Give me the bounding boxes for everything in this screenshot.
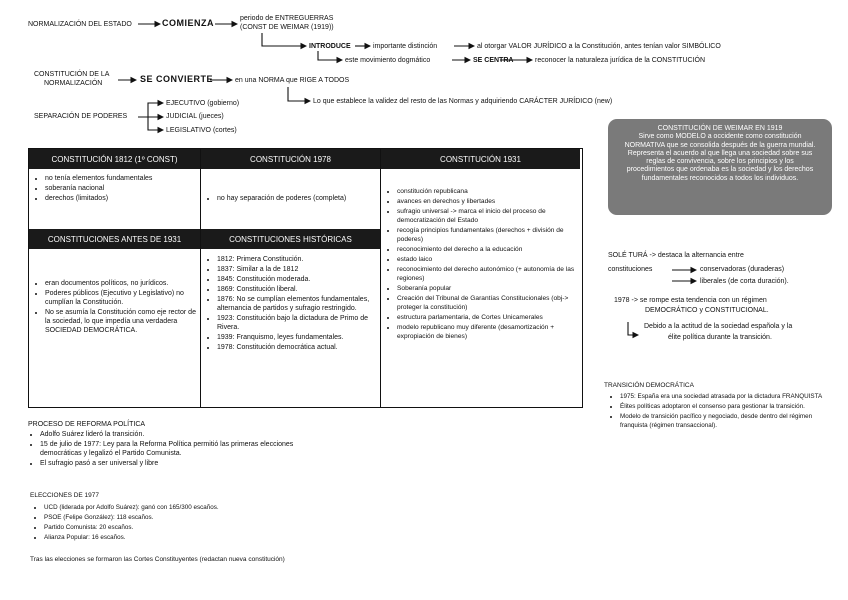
list-item: • sufragio universal -> marca el inicio del proceso de democratización del Estado (397, 207, 578, 225)
list-item: • no hay separación de poderes (completa) (217, 194, 378, 203)
poder-judicial: JUDICIAL (jueces) (166, 113, 224, 120)
poder-ejecutivo: EJECUTIVO (gobierno) (166, 100, 240, 107)
separacion-label: SEPARACIÓN DE PODERES (34, 113, 128, 120)
r1978-line-2: DEMOCRÁTICO y CONSTITUCIONAL. (645, 307, 769, 314)
validez-text: Lo que establece la validez del resto de las Normas y adquiriendo CARÁCTER JURÍDICO (new) (313, 98, 613, 105)
list-item: • estado laico (397, 255, 578, 264)
periodo-line-1: periodo de ENTREGUERRAS (240, 15, 334, 22)
list-item: • 1869: Constitución liberal. (217, 285, 378, 294)
list-item: • 1845: Constitución moderada. (217, 275, 378, 284)
poder-legislativo: LEGISLATIVO (cortes) (166, 127, 237, 134)
list-item: • 15 de julio de 1977: Ley para la Reforma Política permitió las primeras elecciones democráticas y legalizó el Partido Comunista. (40, 440, 316, 458)
transicion-title: TRANSICIÓN DEMOCRÁTICA (604, 382, 694, 389)
list-item: • modelo republicano muy diferente (desamortización + expropiación de bienes) (397, 323, 578, 341)
list-item: • 1812: Primera Constitución. (217, 255, 378, 264)
list-item: • eran documentos políticos, no jurídicos. (45, 279, 198, 288)
weimar-line: Representa el acuerdo al que llega una sociedad sobre sus (627, 149, 813, 157)
weimar-title: CONSTITUCIÓN DE WEIMAR EN 1919 (657, 125, 783, 132)
constituciones-table (28, 148, 583, 408)
list-item: • reconocimiento del derecho autonómico (+ autonomía de las regiones) (397, 265, 578, 283)
list-item: • Élites políticas adoptaron el consenso para gestionar la transición. (620, 402, 836, 411)
weimar-line: Sirve como MODELO a occidente como constitución (638, 133, 802, 141)
list-item: • no tenía elementos fundamentales (45, 174, 198, 183)
list-item: • PSOE (Felipe González): 118 escaños. (44, 513, 330, 522)
list-item: • Soberanía popular (397, 284, 578, 293)
list-item: • Modelo de transición pacífico y negociado, desde dentro del régimen franquista (régimen transaccional). (620, 412, 836, 430)
header-1812: CONSTITUCIÓN 1812 (1º CONST) (29, 149, 200, 169)
list-item: • 1876: No se cumplían elementos fundamentales, alternancia de partidos y sufragio restringido. (217, 295, 378, 313)
list-item: • Creación del Tribunal de Garantías Constitucionales (obj-> proteger la constitución) (397, 294, 578, 312)
list-item: • 1978: Constitución democrática actual. (217, 343, 378, 352)
list-1978 (203, 194, 378, 204)
periodo-line-2: (CONST DE WEIMAR (1919)) (240, 24, 334, 31)
proceso-title: PROCESO DE REFORMA POLÍTICA (28, 421, 146, 428)
elecciones-list (30, 503, 330, 543)
liberales-text: liberales (de corta duración). (700, 278, 789, 285)
dogmatico-text: este movimiento dogmático (345, 57, 431, 64)
constitucion-label-2: NORMALIZACIÓN (44, 80, 103, 87)
reconocer-text: reconocer la naturaleza jurídica de la CONSTITUCIÓN (535, 57, 706, 64)
list-item: • Partido Comunista: 20 escaños. (44, 523, 330, 532)
list-item: • reconocimiento del derecho a la educación (397, 245, 578, 254)
list-item: • recogía principios fundamentales (derechos + división de poderes) (397, 226, 578, 244)
list-item: • 1923: Constitución bajo la dictadura de Primo de Rivera. (217, 314, 378, 332)
conservadoras-text: conservadoras (duraderas) (700, 266, 785, 273)
list-item: • 1939: Franquismo, leyes fundamentales. (217, 333, 378, 342)
sole-tura-line-2: constituciones (608, 266, 653, 273)
list-item: • estructura parlamentaria, de Cortes Unicamerales (397, 313, 578, 322)
introduce-rest: importante distinción (373, 43, 438, 50)
list-item: • 1975: España era una sociedad atrasada por la dictadura FRANQUISTA (620, 392, 836, 401)
se-centra-label: SE CENTRA (473, 57, 514, 64)
norma-text: en una NORMA que RIGE A TODOS (235, 77, 350, 84)
normalizacion-label: NORMALIZACIÓN DEL ESTADO (28, 21, 132, 28)
list-item: • constitución republicana (397, 187, 578, 196)
elecciones-title: ELECCIONES DE 1977 (30, 492, 100, 499)
weimar-line: reglas de convivencia, sobre los principios y los (646, 158, 794, 166)
weimar-box (608, 119, 832, 215)
list-item: • El sufragio pasó a ser universal y libre (40, 459, 316, 468)
header-historicas: CONSTITUCIONES HISTÓRICAS (201, 229, 380, 249)
list-1812 (31, 174, 198, 204)
table-col-1931 (381, 149, 580, 407)
weimar-line: procedimientos que ordenaba es la sociedad y los derechos (626, 166, 814, 174)
list-item: • Adolfo Suárez lideró la transición. (40, 430, 316, 439)
header-antes-1931: CONSTITUCIONES ANTES DE 1931 (29, 229, 200, 249)
weimar-line: NORMATIVA que se consolida después de la guerra mundial. (624, 141, 816, 149)
sole-tura-line-1: SOLÉ TURÁ -> destaca la alternancia entre (608, 252, 744, 259)
constitucion-label-1: CONSTITUCIÓN DE LA (34, 71, 110, 78)
list-item: • avances en derechos y libertades (397, 197, 578, 206)
list-item: • 1837: Similar a la de 1812 (217, 265, 378, 274)
table-col-1978 (201, 149, 381, 407)
valor-juridico-text: al otorgar VALOR JURÍDICO a la Constitución, antes tenían valor SIMBÓLICO (477, 43, 721, 50)
r1978-line-1: 1978 -> se rompe esta tendencia con un régimen (614, 297, 767, 304)
list-item: • No se asumía la Constitución como eje rector de la sociedad, lo que impedía una verdadera SOCIEDAD DEMOCRÁTICA. (45, 308, 198, 335)
table-col-1812 (29, 149, 201, 407)
list-item: • UCD (liderada por Adolfo Suárez): ganó con 165/300 escaños. (44, 503, 330, 512)
list-antes-1931 (31, 279, 198, 336)
list-item: • Alianza Popular: 16 escaños. (44, 533, 330, 542)
list-item: • derechos (limitados) (45, 194, 198, 203)
debido-line-2: élite política durante la transición. (668, 334, 772, 341)
cortes-footer: Tras las elecciones se formaron las Cortes Constituyentes (redactan nueva constitución) (30, 556, 285, 563)
se-convierte-label: SE CONVIERTE (140, 74, 214, 84)
list-item: • soberanía nacional (45, 184, 198, 193)
list-1931 (383, 187, 578, 342)
introduce-label: INTRODUCE (309, 43, 351, 50)
comienza-label: COMIENZA (162, 18, 214, 28)
list-historicas (203, 255, 378, 353)
proceso-list (26, 430, 316, 469)
header-1931: CONSTITUCIÓN 1931 (381, 149, 580, 169)
transicion-list (606, 392, 836, 431)
debido-line-1: Debido a la actitud de la sociedad española y la (644, 323, 793, 330)
weimar-line: fundamentales reconocidos a todos los individuos. (641, 174, 799, 182)
list-item: • Poderes públicos (Ejecutivo y Legislativo) no cumplían la Constitución. (45, 289, 198, 307)
header-1978: CONSTITUCIÓN 1978 (201, 149, 380, 169)
